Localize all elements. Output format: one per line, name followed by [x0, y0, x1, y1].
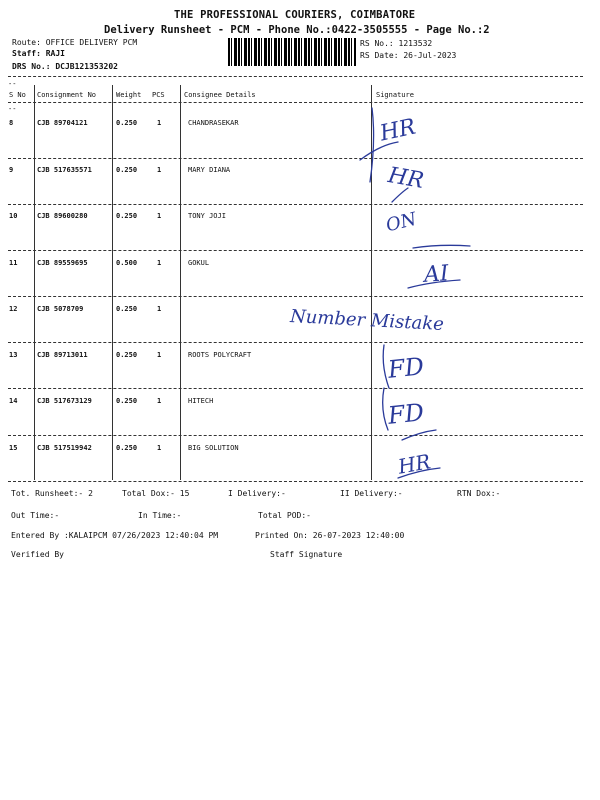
signature-row-8: HR — [377, 114, 418, 147]
row-sno: 10 — [9, 212, 18, 220]
row-consignment-no: CJB 89704121 — [37, 119, 88, 127]
row-consignee: HITECH — [188, 397, 214, 405]
route-label: Route: OFFICE DELIVERY PCM — [12, 38, 138, 47]
signature-row-12: Number Mistake — [289, 305, 445, 336]
rtn-dox: RTN Dox:- — [457, 489, 501, 498]
row-weight: 0.250 — [116, 351, 138, 359]
row-sno: 13 — [9, 351, 18, 359]
row-consignee: GOKUL — [188, 259, 210, 267]
printed-on: Printed On: 26-07-2023 12:40:00 — [255, 531, 405, 540]
staff-label: Staff: RAJI — [12, 49, 65, 58]
row-sno: 9 — [9, 166, 14, 174]
col-header-signature: Signature — [376, 91, 414, 99]
rs-number: RS No.: 1213532 — [360, 39, 433, 48]
signature-row-11: AI — [423, 261, 450, 288]
dash-marker: -- — [8, 105, 17, 113]
out-time: Out Time:- — [11, 511, 60, 520]
drs-number: DRS No.: DCJB121353202 — [12, 62, 118, 71]
row-sno: 8 — [9, 119, 14, 127]
row-consignment-no: CJB 517635571 — [37, 166, 92, 174]
row-sno: 14 — [9, 397, 18, 405]
signature-row-13: FD — [386, 352, 426, 384]
in-time: In Time:- — [138, 511, 182, 520]
row-consignee: BIG SOLUTION — [188, 444, 239, 452]
col-header-pcs: PCS — [152, 91, 165, 99]
row-consignee: MARY DIANA — [188, 166, 231, 174]
row-consignment-no: CJB 517519942 — [37, 444, 92, 452]
signature-row-14: FD — [386, 398, 426, 430]
row-consignee: ROOTS POLYCRAFT — [188, 351, 252, 359]
signature-row-9: HR — [386, 163, 426, 194]
runsheet-subtitle: Delivery Runsheet - PCM - Phone No.:0422-3505555 - Page No.:2 — [104, 24, 490, 36]
row-consignment-no: CJB 89713011 — [37, 351, 88, 359]
row-weight: 0.250 — [116, 166, 138, 174]
row-consignee: TONY JOJI — [188, 212, 226, 220]
row-consignment-no: CJB 89600280 — [37, 212, 88, 220]
row-pcs: 1 — [157, 351, 162, 359]
col-header-weight: Weight — [116, 91, 142, 99]
row-sno: 12 — [9, 305, 18, 313]
row-pcs: 1 — [157, 397, 162, 405]
row-sno: 15 — [9, 444, 18, 452]
tot-runsheet: Tot. Runsheet:- 2 — [11, 489, 93, 498]
row-pcs: 1 — [157, 259, 162, 267]
row-weight: 0.500 — [116, 259, 138, 267]
row-weight: 0.250 — [116, 212, 138, 220]
row-weight: 0.250 — [116, 397, 138, 405]
company-title: THE PROFESSIONAL COURIERS, COIMBATORE — [174, 9, 416, 21]
signature-row-10: ON — [383, 208, 419, 237]
row-consignment-no: CJB 5078709 — [37, 305, 84, 313]
row-sno: 11 — [9, 259, 18, 267]
row-pcs: 1 — [157, 444, 162, 452]
row-pcs: 1 — [157, 305, 162, 313]
col-header-consignee: Consignee Details — [184, 91, 256, 99]
row-consignment-no: CJB 517673129 — [37, 397, 92, 405]
ii-delivery: II Delivery:- — [340, 489, 403, 498]
total-pod: Total POD:- — [258, 511, 311, 520]
col-header-sno: S No — [9, 91, 26, 99]
row-weight: 0.250 — [116, 305, 138, 313]
row-weight: 0.250 — [116, 119, 138, 127]
row-pcs: 1 — [157, 212, 162, 220]
row-consignee: CHANDRASEKAR — [188, 119, 239, 127]
staff-signature: Staff Signature — [270, 550, 343, 559]
entered-by: Entered By :KALAIPCM 07/26/2023 12:40:04 PM — [11, 531, 219, 540]
dash-marker: -- — [8, 80, 17, 88]
verified-by: Verified By — [11, 550, 64, 559]
row-weight: 0.250 — [116, 444, 138, 452]
rs-date: RS Date: 26-Jul-2023 — [360, 51, 457, 60]
i-delivery: I Delivery:- — [228, 489, 286, 498]
row-consignment-no: CJB 89559695 — [37, 259, 88, 267]
row-pcs: 1 — [157, 166, 162, 174]
col-header-consignment: Consignment No — [37, 91, 97, 99]
row-pcs: 1 — [157, 119, 162, 127]
total-dox: Total Dox:- 15 — [122, 489, 190, 498]
signature-row-15: HR — [396, 449, 433, 479]
